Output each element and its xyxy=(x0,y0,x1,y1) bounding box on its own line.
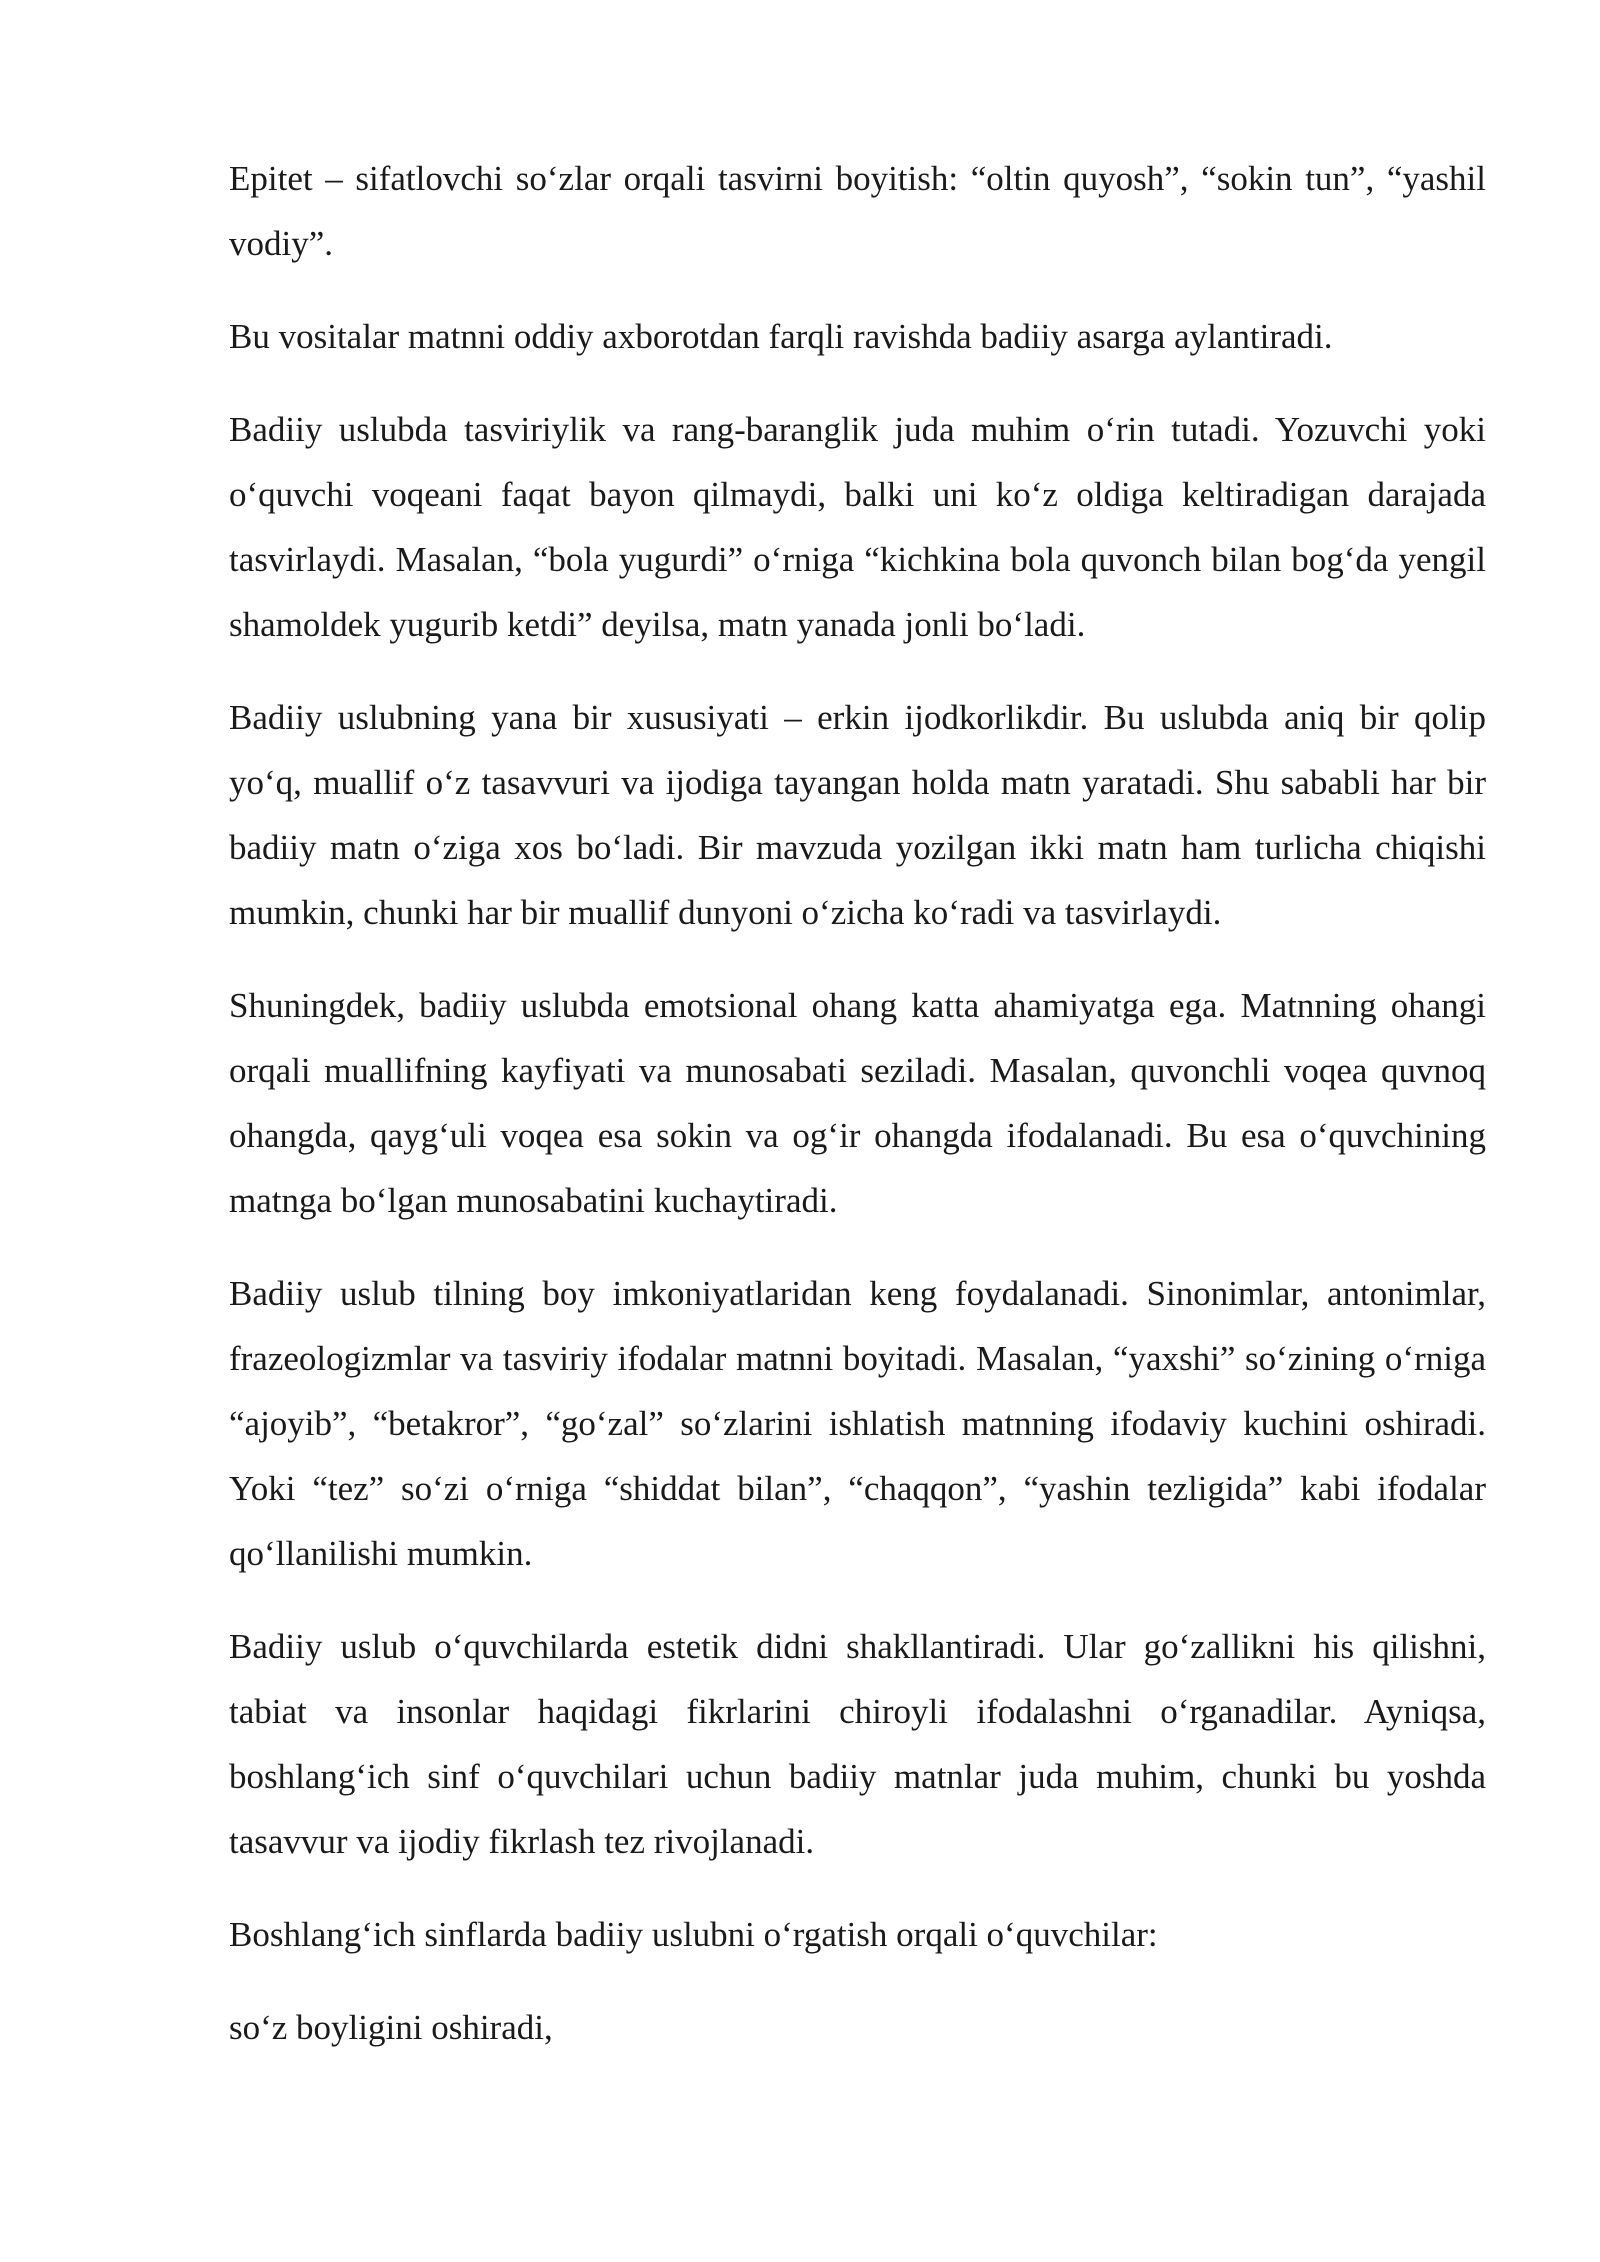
paragraph-creative-freedom: Badiiy uslubning yana bir xususiyati – erkin ijodkorlikdir. Bu uslubda aniq bir qolip yo‘q, muallif o‘z tasavvuri va ijodiga tayangan holda matn yaratadi. Shu sababli har bir badiiy matn o‘ziga xos bo‘ladi. Bir mavzuda yozilgan ikki matn ham turlicha chiqishi mumkin, chunki har bir muallif dunyoni o‘zicha ko‘radi va tasvirlaydi. xyxy=(229,698,1486,932)
paragraph-devices-summary: Bu vositalar matnni oddiy axborotdan farqli ravishda badiiy asarga aylantiradi. xyxy=(229,317,1333,356)
paragraph-list-intro: Boshlang‘ich sinflarda badiiy uslubni o‘rgatish orqali o‘quvchilar: xyxy=(229,1915,1158,1954)
paragraph-epithet: Epitet – sifatlovchi so‘zlar orqali tasvirni boyitish: “oltin quyosh”, “sokin tun”, “yashil vodiy”. xyxy=(229,159,1486,263)
paragraph-aesthetic-taste: Badiiy uslub o‘quvchilarda estetik didni shakllantiradi. Ular go‘zallikni his qilishni, tabiat va insonlar haqidagi fikrlarini chiroyli ifodalashni o‘rganadilar. Ayniqsa, boshlang‘ich sinf o‘quvchilari uchun badiiy matnlar juda muhim, chunki bu yoshda tasavvur va ijodiy fikrlash tez rivojlanadi. xyxy=(229,1627,1486,1861)
document-body xyxy=(229,146,1486,2088)
paragraph-imagery: Badiiy uslubda tasviriylik va rang-baranglik juda muhim o‘rin tutadi. Yozuvchi yoki o‘quvchi voqeani faqat bayon qilmaydi, balki uni ko‘z oldiga keltiradigan darajada tasvirlaydi. Masalan, “bola yugurdi” o‘rniga “kichkina bola quvonch bilan bog‘da yengil shamoldek yugurib ketdi” deyilsa, matn yanada jonli bo‘ladi. xyxy=(229,410,1486,644)
paragraph-language-richness: Badiiy uslub tilning boy imkoniyatlaridan keng foydalanadi. Sinonimlar, antonimlar, frazeologizmlar va tasviriy ifodalar matnni boyitadi. Masalan, “yaxshi” so‘zining o‘rniga “ajoyib”, “betakror”, “go‘zal” so‘zlarini ishlatish matnning ifodaviy kuchini oshiradi. Yoki “tez” so‘zi o‘rniga “shiddat bilan”, “chaqqon”, “yashin tezligida” kabi ifodalar qo‘llanilishi mumkin. xyxy=(229,1274,1486,1573)
list-item-vocabulary: so‘z boyligini oshiradi, xyxy=(229,2008,553,2047)
paragraph-emotional-tone: Shuningdek, badiiy uslubda emotsional ohang katta ahamiyatga ega. Matnning ohangi orqali muallifning kayfiyati va munosabati seziladi. Masalan, quvonchli voqea quvnoq ohangda, qayg‘uli voqea esa sokin va og‘ir ohangda ifodalanadi. Bu esa o‘quvchining matnga bo‘lgan munosabatini kuchaytiradi. xyxy=(229,986,1486,1220)
